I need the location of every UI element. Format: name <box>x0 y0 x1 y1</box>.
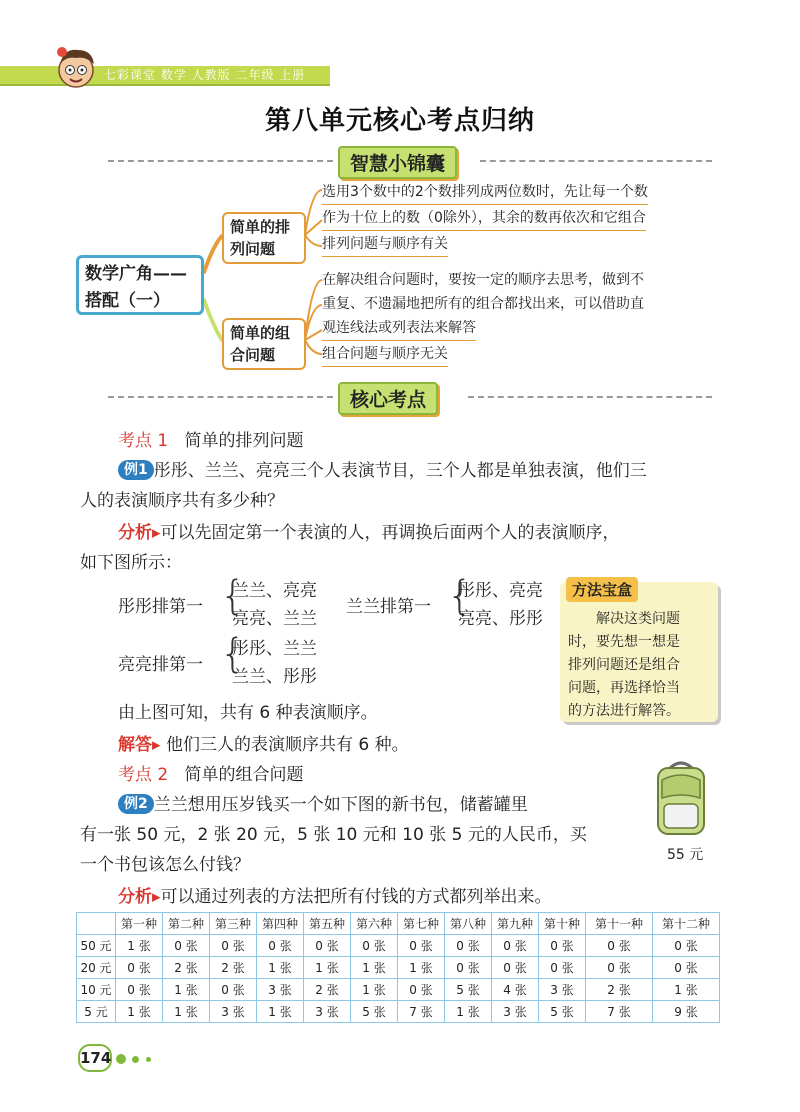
tip-line-3: 排列问题还是组合 <box>568 657 680 673</box>
core-banner: 核心考点 <box>338 382 438 415</box>
answer1: 解答▸ 他们三人的表演顺序共有 6 种。 <box>118 735 409 755</box>
perm3-brace: { <box>220 631 246 677</box>
example2-line3: 一个书包该怎么付钱？ <box>80 855 250 875</box>
table-row-label: 5 元 <box>77 1001 116 1023</box>
table-cell: 1 张 <box>445 1001 492 1023</box>
backpack-icon <box>650 758 712 838</box>
header-text: 七彩课堂 数学 人教版 二年级 上册 <box>104 68 306 82</box>
analysis1-text1: 可以先固定第一个表演的人，再调换后面两个人的表演顺序， <box>160 523 620 543</box>
table-header-cell: 第十二种 <box>653 913 720 935</box>
table-cell: 5 张 <box>445 979 492 1001</box>
table-cell: 0 张 <box>445 957 492 979</box>
conclusion: 由上图可知，共有 6 种表演顺序。 <box>118 703 378 723</box>
table-header-row <box>77 913 720 935</box>
example1-line2: 人的表演顺序共有多少种？ <box>80 491 284 511</box>
table-row <box>77 935 720 957</box>
table-row-label: 50 元 <box>77 935 116 957</box>
table-cell: 0 张 <box>492 935 539 957</box>
tip-line-4: 问题，再选择恰当 <box>568 680 680 696</box>
table-header-cell: 第十种 <box>539 913 586 935</box>
example1-line1 <box>118 456 647 481</box>
tips-banner: 智慧小锦囊 <box>338 146 457 179</box>
table-cell: 1 张 <box>163 979 210 1001</box>
table-cell: 0 张 <box>586 935 653 957</box>
perm2-brace: { <box>447 573 473 619</box>
perm2-head: 兰兰排第一 <box>346 597 431 617</box>
table-row <box>77 1001 720 1023</box>
node1-line2: 列问题 <box>230 240 276 258</box>
table-cell: 1 张 <box>351 957 398 979</box>
root-line1: 数学广角—— <box>85 264 187 284</box>
method-tip-text <box>568 608 712 723</box>
table-cell: 3 张 <box>539 979 586 1001</box>
perm1-brace: { <box>220 573 246 619</box>
perm2-a: 彤彤、亮亮 <box>458 581 543 601</box>
example2-line2: 有一张 50 元，2 张 20 元，5 张 10 元和 10 张 5 元的人民币，买 <box>80 825 587 845</box>
table-row <box>77 957 720 979</box>
example1-text1: 彤彤、兰兰、亮亮三个人表演节目，三个人都是单独表演，他们三 <box>153 461 647 481</box>
table-cell: 0 张 <box>398 979 445 1001</box>
table-header-cell: 第三种 <box>210 913 257 935</box>
answer1-label: 解答 <box>118 735 152 755</box>
table-header-cell: 第一种 <box>116 913 163 935</box>
mindmap-node-combination <box>222 318 306 370</box>
table-row-label: 10 元 <box>77 979 116 1001</box>
node2-line2: 合问题 <box>230 346 276 364</box>
example1-tag: 例1 <box>118 460 154 480</box>
node2-item-2: 重复、不遗漏地把所有的组合都找出来，可以借助直 <box>322 296 644 312</box>
table-cell: 0 张 <box>351 935 398 957</box>
table-cell: 0 张 <box>210 979 257 1001</box>
node2-line1: 简单的组 <box>230 324 291 342</box>
table-header-cell: 第九种 <box>492 913 539 935</box>
root-line2: 搭配（一） <box>85 291 170 311</box>
table-cell: 9 张 <box>653 1001 720 1023</box>
analysis2-text: 可以通过列表的方法把所有付钱的方式都列举出来。 <box>160 887 552 907</box>
point1-heading <box>118 426 303 451</box>
table-cell: 3 张 <box>492 1001 539 1023</box>
table-row <box>77 979 720 1001</box>
perm1-b: 亮亮、兰兰 <box>232 609 317 629</box>
table-cell: 0 张 <box>653 935 720 957</box>
perm1-a: 兰兰、亮亮 <box>232 581 317 601</box>
divider-left-2 <box>108 396 333 398</box>
node2-item-4: 组合问题与顺序无关 <box>322 342 448 367</box>
table-cell: 5 张 <box>539 1001 586 1023</box>
table-cell: 0 张 <box>653 957 720 979</box>
table-cell: 0 张 <box>116 957 163 979</box>
node1-item-3: 排列问题与顺序有关 <box>322 232 448 257</box>
node1-line1: 简单的排 <box>230 218 291 236</box>
table-cell: 3 张 <box>257 979 304 1001</box>
point1-label: 考点 1 <box>118 431 169 451</box>
table-cell: 0 张 <box>445 935 492 957</box>
perm1-head: 彤彤排第一 <box>118 597 203 617</box>
divider-right-2 <box>468 396 712 398</box>
page-dot-2 <box>132 1056 139 1063</box>
tip-line-5: 的方法进行解答。 <box>568 703 680 719</box>
node1-item-2: 作为十位上的数（0除外），其余的数再依次和它组合 <box>322 206 646 231</box>
perm2-b: 亮亮、彤彤 <box>458 609 543 629</box>
analysis1-label: 分析 <box>118 523 152 543</box>
table-header-cell: 第二种 <box>163 913 210 935</box>
table-cell: 0 张 <box>586 957 653 979</box>
table-cell: 0 张 <box>398 935 445 957</box>
point2-heading <box>118 760 303 785</box>
table-cell: 1 张 <box>163 1001 210 1023</box>
table-cell: 1 张 <box>351 979 398 1001</box>
table-cell: 2 张 <box>163 957 210 979</box>
table-cell: 1 张 <box>116 1001 163 1023</box>
table-header-cell: 第六种 <box>351 913 398 935</box>
analysis2: 分析▸可以通过列表的方法把所有付钱的方式都列举出来。 <box>118 887 552 907</box>
table-cell: 0 张 <box>116 979 163 1001</box>
node2-item-3: 观连线法或列表法来解答 <box>322 316 476 341</box>
table-cell: 1 张 <box>257 1001 304 1023</box>
table-cell: 0 张 <box>210 935 257 957</box>
table-cell: 2 张 <box>304 979 351 1001</box>
mindmap-node-permutation <box>222 212 306 264</box>
table-cell: 4 张 <box>492 979 539 1001</box>
table-cell: 0 张 <box>492 957 539 979</box>
table-cell: 1 张 <box>116 935 163 957</box>
analysis1-line2: 如下图所示： <box>80 553 182 573</box>
tip-line-1: 解决这类问题 <box>596 611 680 627</box>
table-cell: 0 张 <box>304 935 351 957</box>
point2-label: 考点 2 <box>118 765 169 785</box>
table-cell: 0 张 <box>539 957 586 979</box>
mindmap-root <box>76 255 204 315</box>
page-dot-3 <box>146 1057 151 1062</box>
table-cell: 1 张 <box>398 957 445 979</box>
analysis2-label: 分析 <box>118 887 152 907</box>
table-cell: 1 张 <box>304 957 351 979</box>
tip-line-2: 时，要先想一想是 <box>568 634 680 650</box>
example2-line1 <box>118 790 528 815</box>
table-cell: 3 张 <box>210 1001 257 1023</box>
perm3-a: 彤彤、兰兰 <box>232 639 317 659</box>
table-cell: 0 张 <box>163 935 210 957</box>
table-cell: 5 张 <box>351 1001 398 1023</box>
perm3-head: 亮亮排第一 <box>118 655 203 675</box>
payment-table <box>76 912 720 1023</box>
table-header-cell: 第五种 <box>304 913 351 935</box>
table-header-cell: 第十一种 <box>586 913 653 935</box>
page-dot-1 <box>116 1054 126 1064</box>
answer1-text: 他们三人的表演顺序共有 6 种。 <box>165 735 409 755</box>
table-header-cell <box>77 913 116 935</box>
table-cell: 1 张 <box>653 979 720 1001</box>
analysis1-line1: 分析▸可以先固定第一个表演的人，再调换后面两个人的表演顺序， <box>118 523 620 543</box>
method-tip-title: 方法宝盒 <box>566 577 638 602</box>
table-cell: 0 张 <box>539 935 586 957</box>
node2-item-1: 在解决组合问题时，要按一定的顺序去思考，做到不 <box>322 272 644 288</box>
example2-tag: 例2 <box>118 794 154 814</box>
node1-item-1: 选用3个数中的2个数排列成两位数时，先让每一个数 <box>322 180 648 205</box>
table-cell: 3 张 <box>304 1001 351 1023</box>
table-cell: 0 张 <box>257 935 304 957</box>
table-header-cell: 第四种 <box>257 913 304 935</box>
table-header-cell: 第八种 <box>445 913 492 935</box>
page-title: 第八单元核心考点归纳 <box>264 106 535 136</box>
table-cell: 7 张 <box>586 1001 653 1023</box>
table-row-label: 20 元 <box>77 957 116 979</box>
point2-title: 简单的组合问题 <box>184 765 304 785</box>
point1-title: 简单的排列问题 <box>184 431 304 451</box>
table-cell: 2 张 <box>586 979 653 1001</box>
backpack-price: 55 元 <box>667 847 704 863</box>
perm3-b: 兰兰、彤彤 <box>232 667 317 687</box>
table-cell: 2 张 <box>210 957 257 979</box>
page-number: 174 <box>78 1044 112 1072</box>
table-cell: 7 张 <box>398 1001 445 1023</box>
example2-text1: 兰兰想用压岁钱买一个如下图的新书包，储蓄罐里 <box>153 795 528 815</box>
table-header-cell: 第七种 <box>398 913 445 935</box>
table-cell: 1 张 <box>257 957 304 979</box>
